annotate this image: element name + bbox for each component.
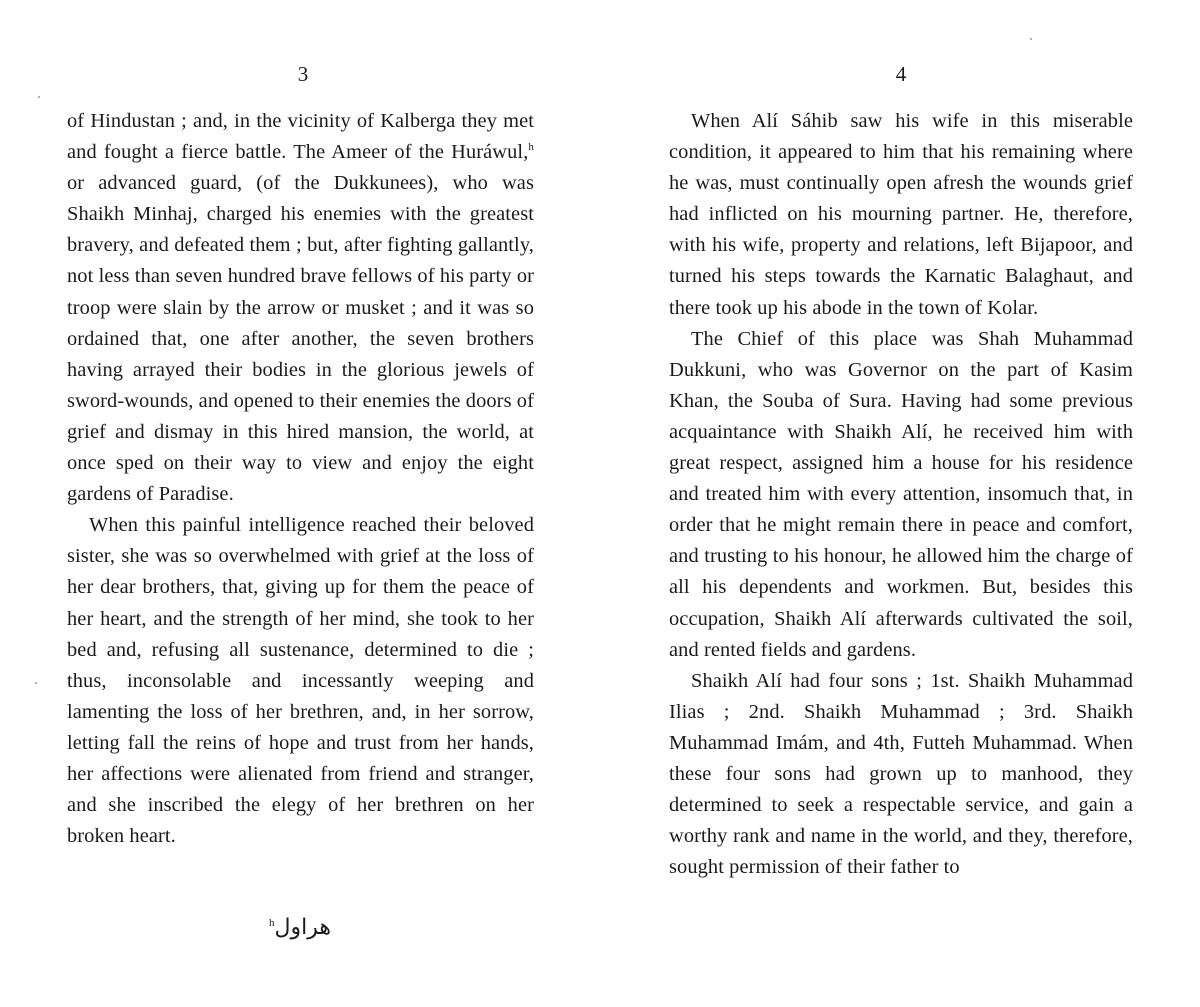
right-paragraph-1: When Alí Sáhib saw his wife in this miserable condition, it appeared to him that his remaining where he was, must continually open afresh the wounds grief had inflicted on his mourning partner. He, therefore, with his wife, property and relations, left Bijapoor, and turned his steps towards the Karnatic Balaghaut, and there took up his abode in the town of Kolar. (669, 110, 1133, 319)
left-page-body (67, 106, 534, 852)
paper-speck (35, 682, 37, 684)
left-paragraph-1 (67, 106, 534, 510)
right-page (600, 0, 1200, 1007)
right-page-body (669, 106, 1133, 883)
paper-speck (1030, 38, 1032, 40)
right-paragraph-2: The Chief of this place was Shah Muhammad Dukkuni, who was Governor on the part of Kasim Khan, the Souba of Sura. Having had some previous acquaintance with Shaikh Alí, he received him with great respect, assigned him a house for his residence and treated him with every attention, insomuch that, in order that he might remain there in peace and comfort, and trusting to his honour, he allowed him the charge of all his dependents and workmen. But, besides this occupation, Shaikh Alí afterwards cultivated the soil, and rented fields and gardens. (669, 327, 1133, 661)
left-page-number: 3 (297, 62, 309, 86)
left-paragraph-1-rest: or advanced guard, (of the Dukkunees), who was Shaikh Minhaj, charged his enemies with the greatest bravery, and defeated them ; but, after fighting gallantly, not less than seven hundred brave fellows of his party or troop were slain by the arrow or musket ; and it was so ordained that, one after another, the seven brothers having arrayed their bodies in the glorious jewels of sword-wounds, and opened to their enemies the doors of grief and dismay in this hired mansion, the world, at once sped on their way to view and enjoy the eight gardens of Paradise. (67, 172, 534, 506)
footnote-mark: h (269, 916, 275, 929)
footnote-text: هراول (274, 915, 331, 940)
left-paragraph-1-start: of Hindustan ; and, in the vicinity of Kalberga they met and fought a fierce battle. The Ameer of the Huráwul, (67, 110, 534, 164)
left-paragraph-2: When this painful intelligence reached their beloved sister, she was so overwhelmed with grief at the loss of her dear brothers, that, giving up for them the peace of her heart, and the strength of her mind, she took to her bed and, refusing all sustenance, determined to die ; thus, inconsolable and incessantly weeping and lamenting the loss of her brethren, and, in her sorrow, letting fall the reins of hope and trust from her hands, her affections were alienated from friend and stranger, and she inscribed the elegy of her brethren on her broken heart. (67, 514, 534, 848)
right-paragraph-3: Shaikh Alí had four sons ; 1st. Shaikh Muhammad Ilias ; 2nd. Shaikh Muhammad ; 3rd. Shaikh Muhammad Imám, and 4th, Futteh Muhammad. When these four sons had grown up to manhood, they determined to seek a respectable service, and gain a worthy rank and name in the world, and they, therefore, sought permission of their father to (669, 669, 1133, 879)
right-page-number: 4 (895, 62, 907, 86)
paper-speck (38, 96, 40, 98)
footnote-reference: h (528, 141, 534, 154)
footnote (258, 915, 338, 940)
